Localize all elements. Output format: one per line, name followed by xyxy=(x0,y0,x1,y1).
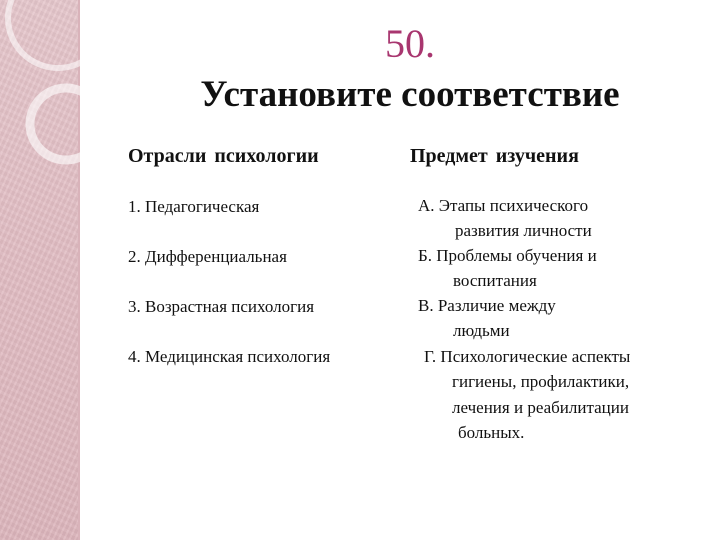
left-item-1: 1. Педагогическая xyxy=(128,197,260,216)
right-item-b-line-2: воспитания xyxy=(453,271,537,290)
right-item-d-line-2: гигиены, профилактики, xyxy=(452,372,630,391)
right-item-d-line-4: больных. xyxy=(458,423,525,442)
right-item-c-line-1: В. Различие между xyxy=(418,296,556,315)
right-item-d-line-1: Г. Психологические аспекты xyxy=(424,347,631,366)
right-column-header: Предмет изучения xyxy=(410,145,579,167)
left-item-2: 2. Дифференциальная xyxy=(128,247,287,266)
left-item-3: 3. Возрастная психология xyxy=(128,297,315,316)
right-item-d-line-3: лечения и реабилитации xyxy=(452,398,629,417)
slide-title: Установите соответствие xyxy=(200,74,620,115)
slide-number: 50. xyxy=(385,21,435,66)
right-item-a-line-1: А. Этапы психического xyxy=(418,196,589,215)
right-item-b-line-1: Б. Проблемы обучения и xyxy=(418,246,597,265)
left-item-4: 4. Медицинская психология xyxy=(128,347,331,366)
right-item-a-line-2: развития личности xyxy=(455,221,592,240)
left-column-header: Отрасли психологии xyxy=(128,145,319,167)
right-item-c-line-2: людьми xyxy=(453,321,510,340)
